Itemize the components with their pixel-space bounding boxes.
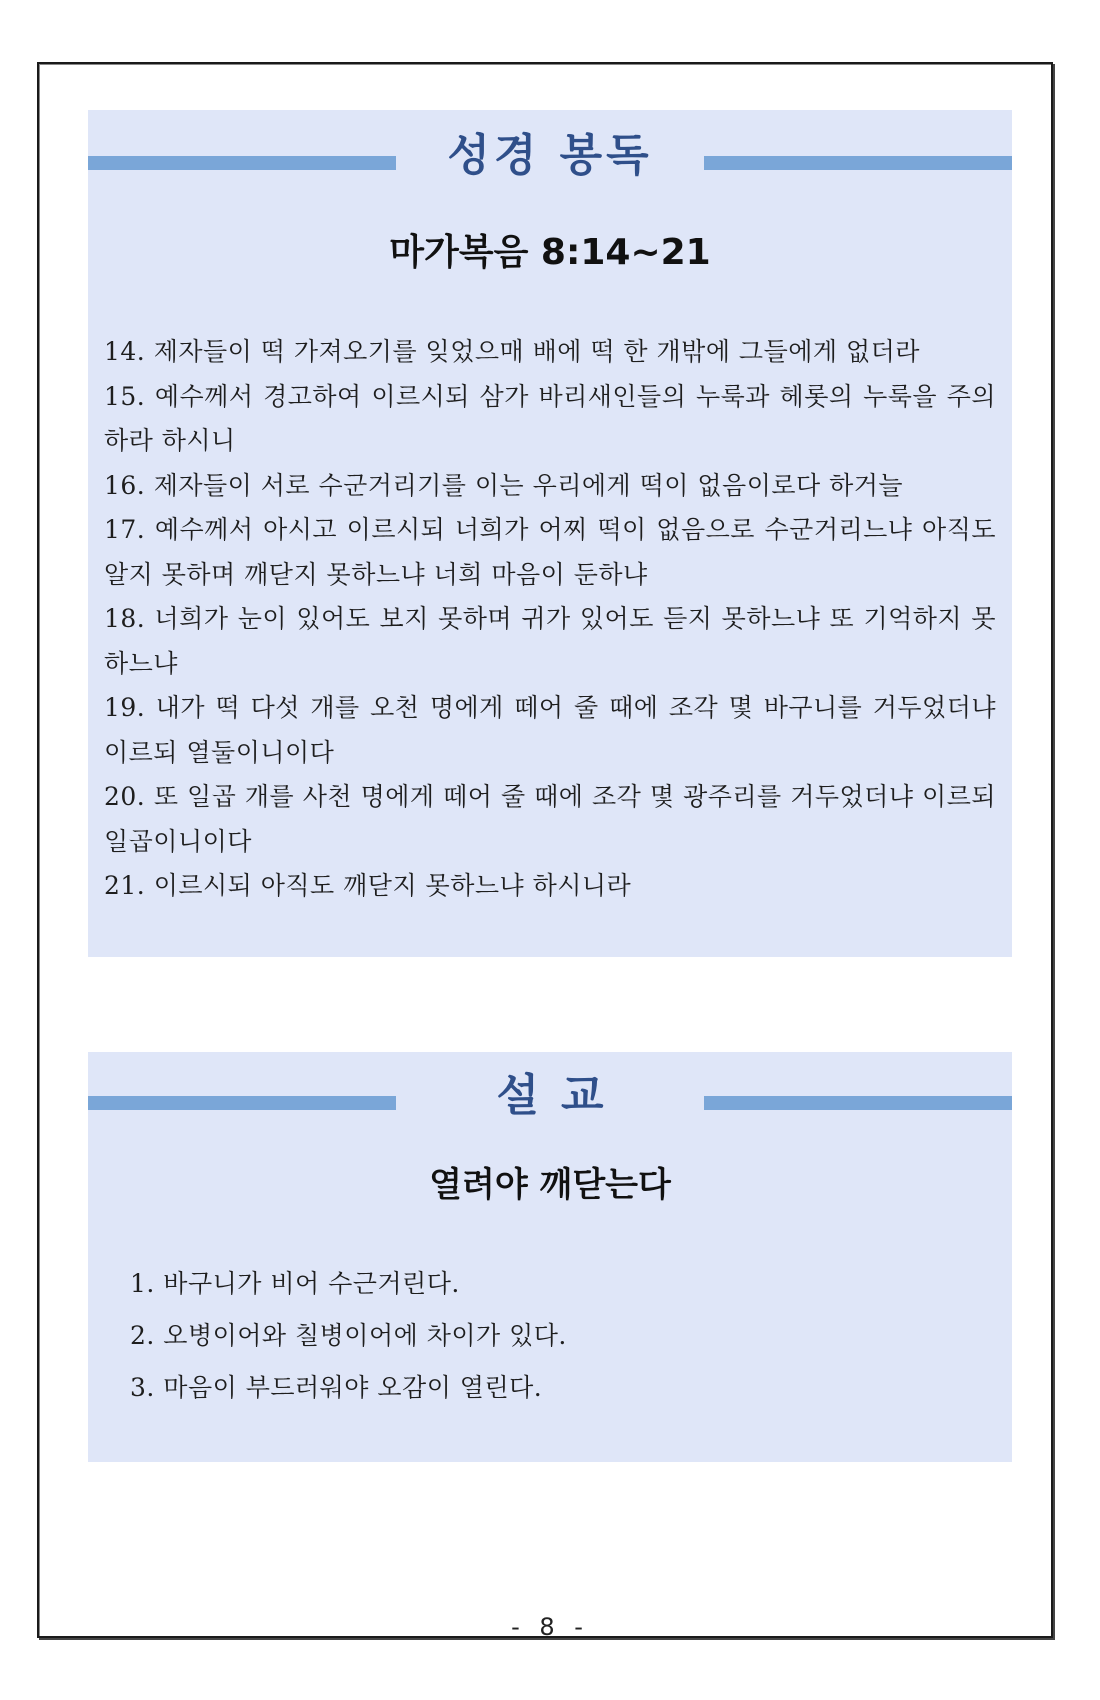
heading-bar-left (88, 1096, 396, 1110)
verse-21: 21. 이르시되 아직도 깨닫지 못하느냐 하시니라 (104, 871, 632, 900)
verse-16: 16. 제자들이 서로 수군거리기를 이는 우리에게 떡이 없음이로다 하거늘 (104, 470, 904, 500)
sermon-title: 열려야 깨닫는다 (429, 1165, 671, 1205)
verse-list (104, 330, 996, 909)
sermon-heading: 설교 (496, 1070, 626, 1121)
scripture-heading: 성경 봉독 (447, 130, 653, 181)
heading-bar-right (704, 156, 1012, 170)
sermon-point-1: 1. 바구니가 비어 수근거린다. (130, 1269, 460, 1298)
page-number: - 8 - (511, 1613, 589, 1641)
scripture-reading-section (88, 110, 1012, 957)
sermon-point-3: 3. 마음이 부드러워야 오감이 열린다. (130, 1373, 543, 1402)
sermon-point-2: 2. 오병이어와 칠병이어에 차이가 있다. (130, 1321, 567, 1350)
heading-bar-left (88, 156, 396, 170)
verse-20: 20. 또 일곱 개를 사천 명에게 떼어 줄 때에 조각 몇 광주리를 거두었더냐 이르되 일곱이니이다 (104, 782, 996, 856)
passage-reference: 마가복음 8:14~21 (389, 232, 711, 273)
scripture-heading-row (88, 122, 1012, 182)
heading-bar-right (704, 1096, 1012, 1110)
verse-19: 19. 내가 떡 다섯 개를 오천 명에게 떼어 줄 때에 조각 몇 바구니를 거두었더냐 이르되 열둘이니이다 (104, 693, 996, 767)
sermon-section (88, 1052, 1012, 1462)
verse-18: 18. 너희가 눈이 있어도 보지 못하며 귀가 있어도 듣지 못하느냐 또 기억하지 못하느냐 (104, 604, 996, 678)
verse-14: 14. 제자들이 떡 가져오기를 잊었으매 배에 떡 한 개밖에 그들에게 없더라 (104, 337, 920, 366)
sermon-point-list (130, 1258, 972, 1414)
sermon-heading-row (88, 1062, 1012, 1122)
verse-15: 15. 예수께서 경고하여 이르시되 삼가 바리새인들의 누룩과 헤롯의 누룩을 주의하라 하시니 (104, 381, 996, 455)
verse-17: 17. 예수께서 아시고 이르시되 너희가 어찌 떡이 없음으로 수군거리느냐 아직도 알지 못하며 깨닫지 못하느냐 너희 마음이 둔하냐 (104, 515, 996, 589)
